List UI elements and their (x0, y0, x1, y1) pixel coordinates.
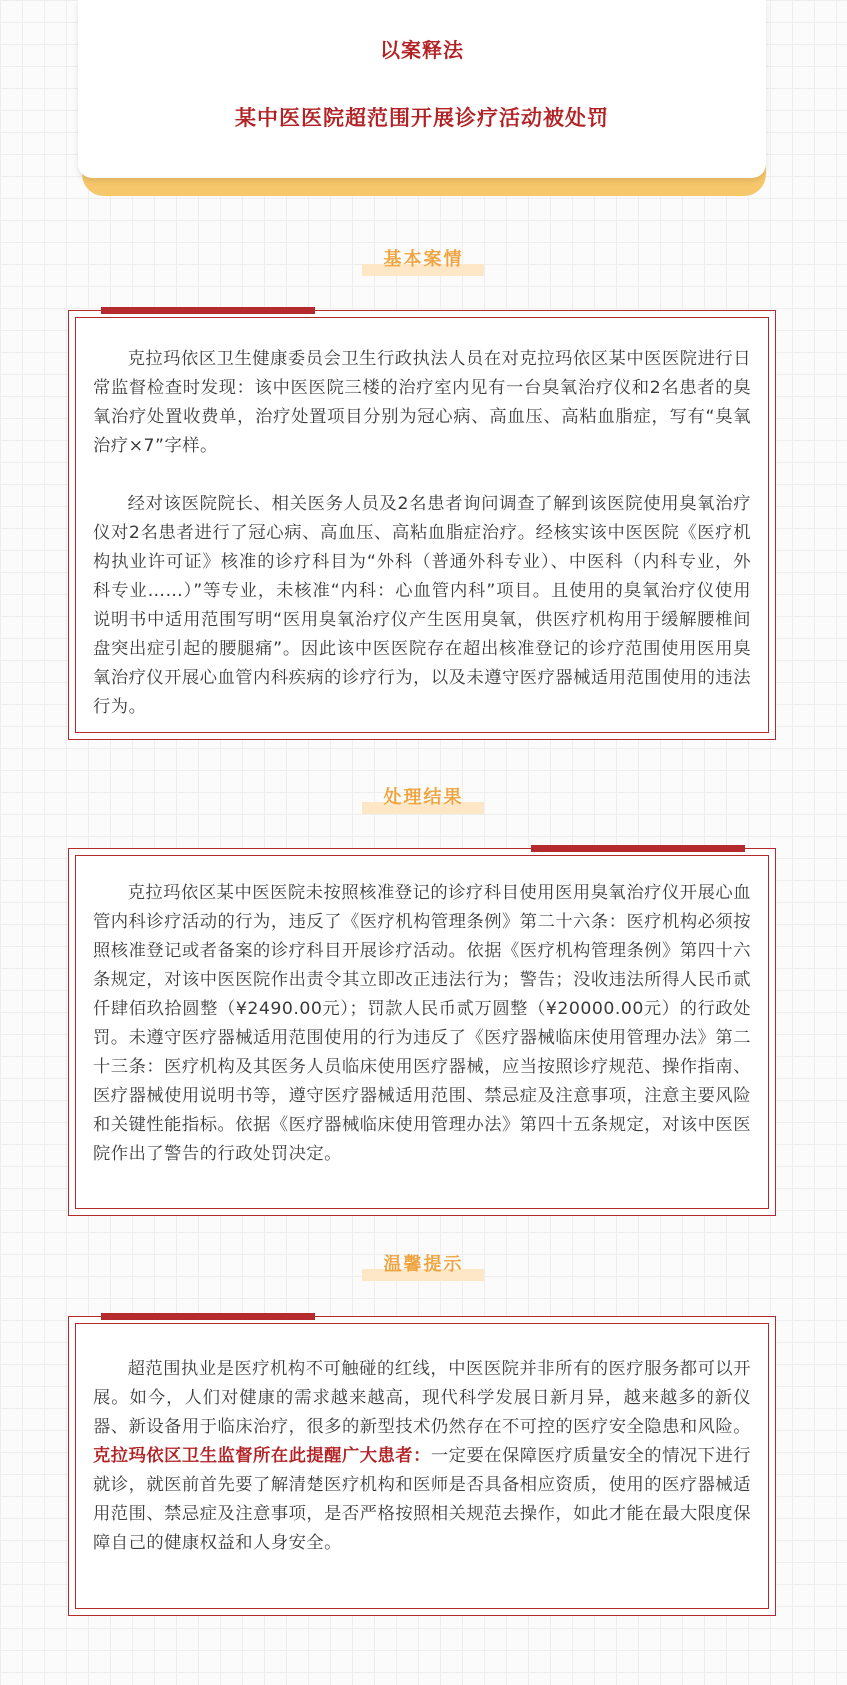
section-heading-result (0, 786, 847, 816)
paragraph (93, 1355, 751, 1558)
paragraph: 克拉玛依区某中医医院未按照核准登记的诊疗科目使用医用臭氧治疗仪开展心血管内科诊疗活动的行为，违反了《医疗机构管理条例》第二十六条：医疗机构必须按照核准登记或者备案的诊疗科目开展诊疗活动。依据《医疗机构管理条例》第四十六条规定，对该中医医院作出责令其立即改正违法行为；警告；没收违法所得人民币贰仟肆佰玖拾圆整（¥2490.00元）；罚款人民币贰万圆整（¥20000.00元）的行政处罚。未遵守医疗器械适用范围使用的行为违反了《医疗器械临床使用管理办法》第二十三条：医疗机构及其医务人员临床使用医疗器械，应当按照诊疗规范、操作指南、医疗器械使用说明书等，遵守医疗器械适用范围、禁忌症及注意事项，注意主要风险和关键性能指标。依据《医疗器械临床使用管理办法》第四十五条规定，对该中医医院作出了警告的行政处罚决定。 (93, 883, 751, 1164)
section-box-result (68, 848, 776, 1216)
tip-text-before: 超范围执业是医疗机构不可触碰的红线，中医医院并非所有的医疗服务都可以开展。如今，人们对健康的需求越来越高，现代科学发展日新月异，越来越多的新仪器、新设备用于临床治疗，很多的新型技术仍然存在不可控的医疗安全隐患和风险。 (93, 1359, 751, 1437)
section-content (93, 345, 751, 722)
section-heading-tips (0, 1253, 847, 1283)
accent-bar (101, 307, 315, 314)
accent-bar (531, 845, 745, 852)
section-box-basic-facts (68, 310, 776, 740)
tip-text-after: 一定要在保障医疗质量安全的情况下进行就诊，就医前首先要了解清楚医疗机构和医师是否具备相应资质，使用的医疗器械适用范围、禁忌症及注意事项，是否严格按照相关规范去操作，如此才能在最大限度保障自己的健康权益和人身安全。 (93, 1446, 751, 1553)
section-heading-text: 温馨提示 (383, 1254, 464, 1275)
section-content (93, 879, 751, 1169)
paragraph: 经对该医院院长、相关医务人员及2名患者询问调查了解到该医院使用臭氧治疗仪对2名患者进行了冠心病、高血压、高粘血脂症治疗。经核实该中医医院《医疗机构执业许可证》核准的诊疗科目为“外科（普通外科专业）、中医科（内科专业，外科专业……）”等专业，未核准“内科：心血管内科”项目。且使用的臭氧治疗仪使用说明书中适用范围写明“医用臭氧治疗仪产生医用臭氧，供医疗机构用于缓解腰椎间盘突出症引起的腰腿痛”。因此该中医医院存在超出核准登记的诊疗范围使用医用臭氧治疗仪开展心血管内科疾病的诊疗行为，以及未遵守医疗器械适用范围使用的违法行为。 (93, 494, 751, 717)
bottom-fade (0, 1660, 847, 1685)
section-heading-text: 基本案情 (383, 249, 464, 270)
paragraph: 克拉玛依区卫生健康委员会卫生行政执法人员在对克拉玛依区某中医医院进行日常监督检查时发现：该中医医院三楼的治疗室内见有一台臭氧治疗仪和2名患者的臭氧治疗处置收费单，治疗处置项目分别为冠心病、高血压、高粘血脂症，写有“臭氧治疗×7”字样。 (93, 349, 751, 456)
section-heading-basic-facts (0, 248, 847, 278)
section-box-tips (68, 1316, 776, 1616)
tip-emphasis: 克拉玛依区卫生监督所在此提醒广大患者： (93, 1446, 431, 1466)
article-title: 某中医医院超范围开展诊疗活动被处罚 (235, 106, 609, 130)
accent-bar (101, 1313, 315, 1320)
header-label: 以案释法 (380, 38, 464, 62)
section-heading-text: 处理结果 (383, 787, 464, 808)
header-card (78, 0, 766, 178)
section-content (93, 1355, 751, 1558)
